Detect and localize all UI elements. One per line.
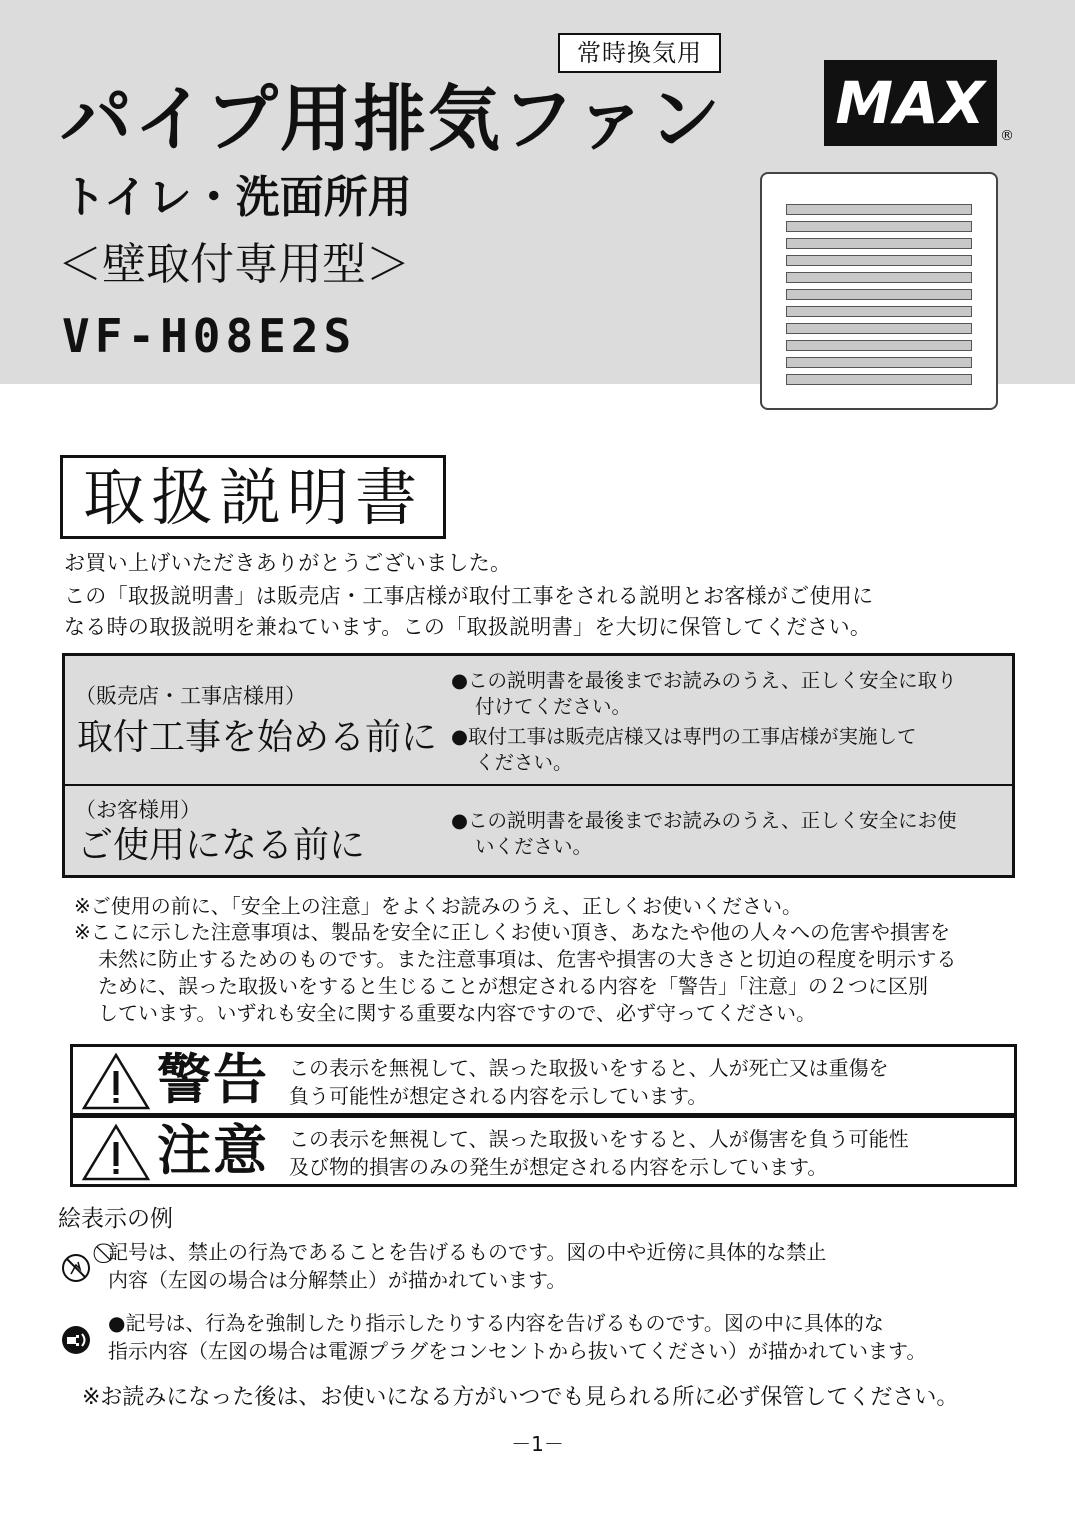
customer-heading: ご使用になる前に bbox=[77, 825, 366, 866]
installer-bullet-2: ●取付工事は販売店様又は専門の工事店様が実施して bbox=[451, 725, 917, 748]
louver bbox=[786, 289, 972, 300]
product-subtitle: トイレ・洗面所用 bbox=[62, 172, 412, 223]
installer-bullet-1-cont: 付けてください。 bbox=[475, 695, 632, 718]
louver bbox=[786, 323, 972, 334]
customer-bullet-1-cont: いください。 bbox=[475, 835, 593, 858]
installer-heading: 取付工事を始める前に bbox=[77, 717, 438, 758]
note-line-5: しています。いずれも安全に関する重要な内容ですので、必ず守ってください。 bbox=[98, 1001, 816, 1025]
fan-illustration bbox=[760, 172, 998, 410]
brand-logo: MAX bbox=[824, 60, 997, 146]
ventilation-badge: 常時換気用 bbox=[558, 33, 721, 73]
unplug-icon bbox=[60, 1324, 92, 1356]
registered-mark: ® bbox=[1000, 128, 1014, 144]
installer-bullet-2-cont: ください。 bbox=[475, 751, 573, 774]
louver bbox=[786, 255, 972, 266]
caution-label: 注意 bbox=[157, 1119, 269, 1182]
pictogram-heading: 絵表示の例 bbox=[58, 1206, 173, 1232]
louver bbox=[786, 221, 972, 232]
warning-box bbox=[70, 1044, 1017, 1116]
note-line-4: ために、誤った取扱いをすると生じることが想定される内容を「警告」「注意」の２つに区別 bbox=[98, 974, 928, 998]
before-use-table bbox=[62, 653, 1015, 878]
installer-audience: （販売店・工事店様用） bbox=[75, 684, 306, 708]
note-line-1: ※ご使用の前に、「安全上の注意」をよくお読みのうえ、正しくお使いください。 bbox=[74, 894, 802, 918]
prohibit-desc-1: ⃠記号は、禁止の行為であることを告げるものです。図の中や近傍に具体的な禁止 bbox=[108, 1240, 827, 1264]
manual-title: 取扱説明書 bbox=[60, 455, 446, 539]
warning-desc-2: 負う可能性が想定される内容を示しています。 bbox=[289, 1084, 708, 1108]
no-disassembly-icon bbox=[60, 1252, 92, 1284]
customer-audience: （お客様用） bbox=[75, 798, 201, 822]
louver bbox=[786, 306, 972, 317]
louver bbox=[786, 272, 972, 283]
caution-box bbox=[70, 1115, 1017, 1187]
note-line-2: ※ここに示した注意事項は、製品を安全に正しくお使い頂き、あなたや他の人々への危害や損害を bbox=[74, 920, 950, 944]
table-row-divider bbox=[65, 784, 1012, 786]
louver bbox=[786, 374, 972, 385]
louver bbox=[786, 357, 972, 368]
model-number: VF-H08E2S bbox=[62, 309, 357, 363]
prohibit-desc-2: 内容（左図の場合は分解禁止）が描かれています。 bbox=[108, 1268, 567, 1292]
note-line-3: 未然に防止するためのものです。また注意事項は、危害や損害の大きさと切迫の程度を明示する bbox=[98, 947, 957, 971]
caution-desc-1: この表示を無視して、誤った取扱いをすると、人が傷害を負う可能性 bbox=[289, 1127, 909, 1151]
louver bbox=[786, 340, 972, 351]
intro-line-1: お買い上げいただきありがとうございました。 bbox=[64, 551, 512, 575]
caution-desc-2: 及び物的損害のみの発生が想定される内容を示しています。 bbox=[289, 1155, 828, 1179]
caution-triangle-icon bbox=[81, 1122, 151, 1182]
intro-line-2: この「取扱説明書」は販売店・工事店様が取付工事をされる説明とお客様がご使用に bbox=[64, 584, 874, 608]
keep-manual-note: ※お読みになった後は、お使いになる方がいつでも見られる所に必ず保管してください。 bbox=[82, 1385, 959, 1410]
mount-type: ＜壁取付専用型＞ bbox=[58, 239, 410, 290]
mandatory-desc-2: 指示内容（左図の場合は電源プラグをコンセントから抜いてください）が描かれています。 bbox=[108, 1339, 927, 1363]
installer-bullet-1: ●この説明書を最後までお読みのうえ、正しく安全に取り bbox=[451, 669, 957, 692]
warning-desc-1: この表示を無視して、誤った取扱いをすると、人が死亡又は重傷を bbox=[289, 1056, 889, 1080]
page-number: －1－ bbox=[511, 1432, 564, 1456]
intro-line-3: なる時の取扱説明を兼ねています。この「取扱説明書」を大切に保管してください。 bbox=[64, 615, 872, 639]
warning-label: 警告 bbox=[157, 1048, 269, 1111]
louver bbox=[786, 204, 972, 215]
warning-triangle-icon bbox=[81, 1051, 151, 1111]
product-title: パイプ用排気ファン bbox=[60, 77, 723, 161]
mandatory-desc-1: ●記号は、行為を強制したり指示したりする内容を告げるものです。図の中に具体的な bbox=[108, 1311, 884, 1335]
customer-bullet-1: ●この説明書を最後までお読みのうえ、正しく安全にお使 bbox=[451, 809, 957, 832]
louver bbox=[786, 238, 972, 249]
